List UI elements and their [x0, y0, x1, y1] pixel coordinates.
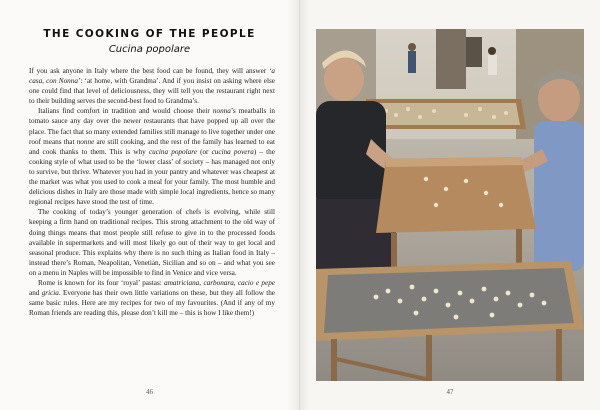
- italic-term: amatriciana: [164, 278, 200, 287]
- text-run: ,: [233, 278, 238, 287]
- page-number-left: 46: [146, 388, 153, 396]
- text-run: The cooking of today’s younger generation of chefs is evolving, while still keeping a firm hand on traditional recipes. This strong attachment to the old way of doing things means that most people still refuse to give in to the processed foods available in supermarkets and will most likely go out of their way to get local and seasonal produce. This explains why there is no such thing as Italian food in Italy – instead there’s Roman, Neapolitan, Venetian, Sicilian and so on – and what you see on a menu in Naples will be impossible to find in Venice and vice versa.: [29, 208, 275, 277]
- italic-term: cucina povera: [211, 147, 254, 156]
- street-photo-illustration: [316, 29, 584, 381]
- chapter-subtitle: Cucina popolare: [108, 44, 191, 55]
- italic-term: carbonara: [203, 278, 234, 287]
- text-run: Rome is known for its four ‘royal’ pastas:: [38, 278, 165, 287]
- right-page: [300, 0, 600, 410]
- body-paragraph: [29, 106, 275, 207]
- body-paragraph: [29, 66, 275, 106]
- body-paragraph: [29, 207, 275, 278]
- text-run: . Everyone has their own little variations on these, but they all follow the same basic rules. Here are my recipes for two of my favourites. (And if any of my Roman friends are reading this, please don’t kill me – this is how I like them!): [29, 289, 275, 318]
- page-number-right: 47: [446, 388, 454, 396]
- gutter-shadow-right: [300, 0, 310, 410]
- italic-term: ‘a casa, con Nonna’: [29, 67, 275, 86]
- text-run: are still cooking, and the rest of the family has learned to eat and cook thanks to them. This is why: [29, 137, 275, 156]
- gutter-shadow: [287, 0, 299, 410]
- text-run: ’s meatballs in tomato sauce any day over the newer restaurants that have popped up all over the place. The fact that so many extended families still manage to live together under one roof means that: [29, 107, 276, 146]
- text-run: (or: [196, 147, 212, 156]
- text-run: Italians find comfort in tradition and would choose their: [38, 107, 213, 116]
- italic-term: nonne: [76, 137, 95, 146]
- text-run: ,: [199, 278, 204, 287]
- text-run: If you ask anyone in Italy where the best food can be found, they will answer: [29, 67, 269, 75]
- text-run: ) – the cooking style of what used to be the ‘lower class’ of society – has managed not only to survive, but thrive. Whatever you had in your pantry and whatever was cheapest at the market was what you used to cook a meal for your family. The most humble and delicious dishes in Italy are those made with simple local ingredients, hence so many regional recipes have stood the test of time.: [29, 147, 275, 207]
- body-paragraph: [29, 278, 275, 318]
- italic-term: gricia: [41, 289, 59, 298]
- text-run: and: [29, 289, 42, 298]
- italic-term: cucina popolare: [148, 147, 197, 156]
- body-text: [29, 66, 275, 318]
- text-run: : ‘at home, with Grandma’. And if you insist on asking where else one could find that level of deliciousness, they will tell you the restaurant right next to their building serves the second-best food to Grandma’s.: [29, 77, 275, 106]
- italic-term: cacio e pepe: [237, 278, 275, 287]
- italic-term: nonna: [212, 107, 231, 116]
- photo-women-making-pasta: [316, 29, 584, 381]
- chapter-title: THE COOKING OF THE PEOPLE: [43, 28, 256, 40]
